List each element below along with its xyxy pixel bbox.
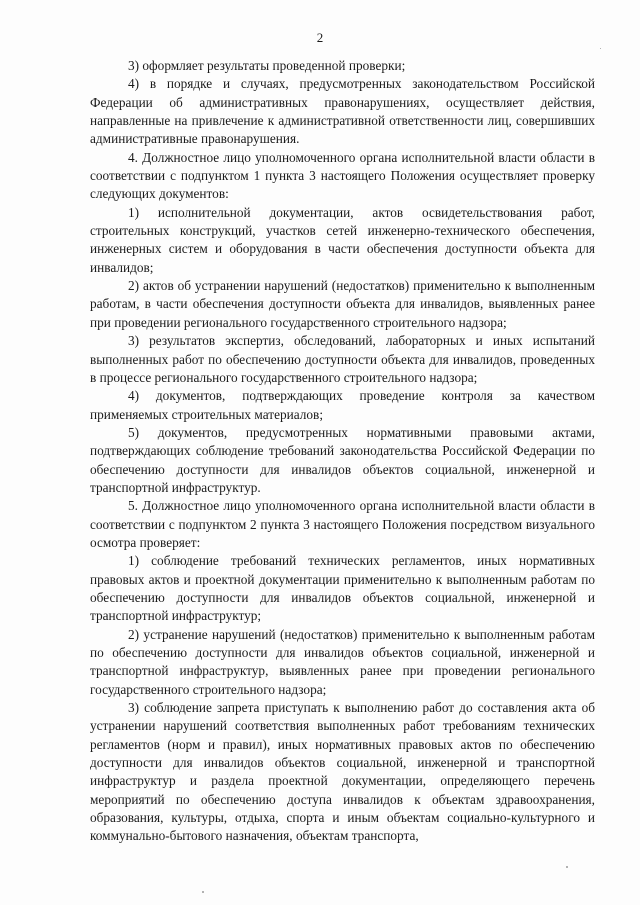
document-body (90, 57, 595, 846)
paragraph-clause-5: 5. Должностное лицо уполномоченного органа исполнительной власти области в соответствии с подпунктом 2 пункта 3 настоящего Положения посредством визуального осмотра проверяет: (90, 498, 595, 550)
paragraph-item-4-administrative-actions: 4) в порядке и случаях, предусмотренных законодательством Российской Федерации об административных правонарушениях, осуществляет действия, направленные на привлечение к административной ответственности лиц, совершивших административные правонарушения. (90, 76, 595, 147)
paragraph-clause-5-item-1: 1) соблюдение требований технических регламентов, иных нормативных правовых актов и проектной документации применительно к выполненным работам по обеспечению доступности для инвалидов объектов социальной, инженерной и транспортной инфраструктур; (90, 553, 595, 624)
paragraph-clause-4-item-3: 3) результатов экспертиз, обследований, лабораторных и иных испытаний выполненных работ по обеспечению доступности объекта для инвалидов, проведенных в процессе регионального государственного строительного надзора; (90, 333, 595, 385)
scan-speck (566, 866, 568, 868)
paragraph-clause-4-item-5: 5) документов, предусмотренных нормативными правовыми актами, подтверждающих соблюдение требований законодательства Российской Федерации по обеспечению доступности для инвалидов объектов социальной, инженерной и транспортной инфраструктур. (90, 424, 595, 495)
paragraph-clause-5-item-3: 3) соблюдение запрета приступать к выполнению работ до составления акта об устранении нарушений соответствия выполненных работ требованиям технических регламентов (норм и правил), иных нормативных правовых актов по обеспечению доступности для инвалидов объектов социальной, инженерной и транспортной инфраструктур и раздела проектной документации, определяющего перечень мероприятий по обеспечению доступа инвалидов к объектам здравоохранения, образования, культуры, отдыха, спорта и иным объектам социально-культурного и коммунально-бытового назначения, объектам транспорта, (90, 700, 595, 844)
scan-speck (600, 48, 601, 49)
paragraph-clause-4: 4. Должностное лицо уполномоченного органа исполнительной власти области в соответствии с подпунктом 1 пункта 3 настоящего Положения осуществляет проверку следующих документов: (90, 149, 595, 202)
paragraph-clause-4-item-2: 2) актов об устранении нарушений (недостатков) применительно к выполненным работам, в части обеспечения доступности объекта для инвалидов, выявленных ранее при проведении регионального государственного строительного надзора; (90, 278, 595, 330)
paragraph-item-3-checking-results: 3) оформляет результаты проведенной проверки; (128, 58, 406, 73)
page-number: 2 (316, 30, 324, 45)
paragraph-clause-4-item-4: 4) документов, подтверждающих проведение контроля за качеством применяемых строительных материалов; (90, 388, 595, 422)
paragraph-clause-4-item-1: 1) исполнительной документации, актов освидетельствования работ, строительных конструкций, участков сетей инженерно-технического обеспечения, инженерных систем и оборудования в части обеспечения доступности объекта для инвалидов; (90, 204, 595, 275)
scan-speck (202, 891, 204, 893)
paragraph-clause-5-item-2: 2) устранение нарушений (недостатков) применительно к выполненным работам по обеспечению доступности для инвалидов объектов социальной, инженерной и транспортной инфраструктур, выявленных ранее при проведении регионального государственного строительного надзора; (90, 626, 595, 697)
